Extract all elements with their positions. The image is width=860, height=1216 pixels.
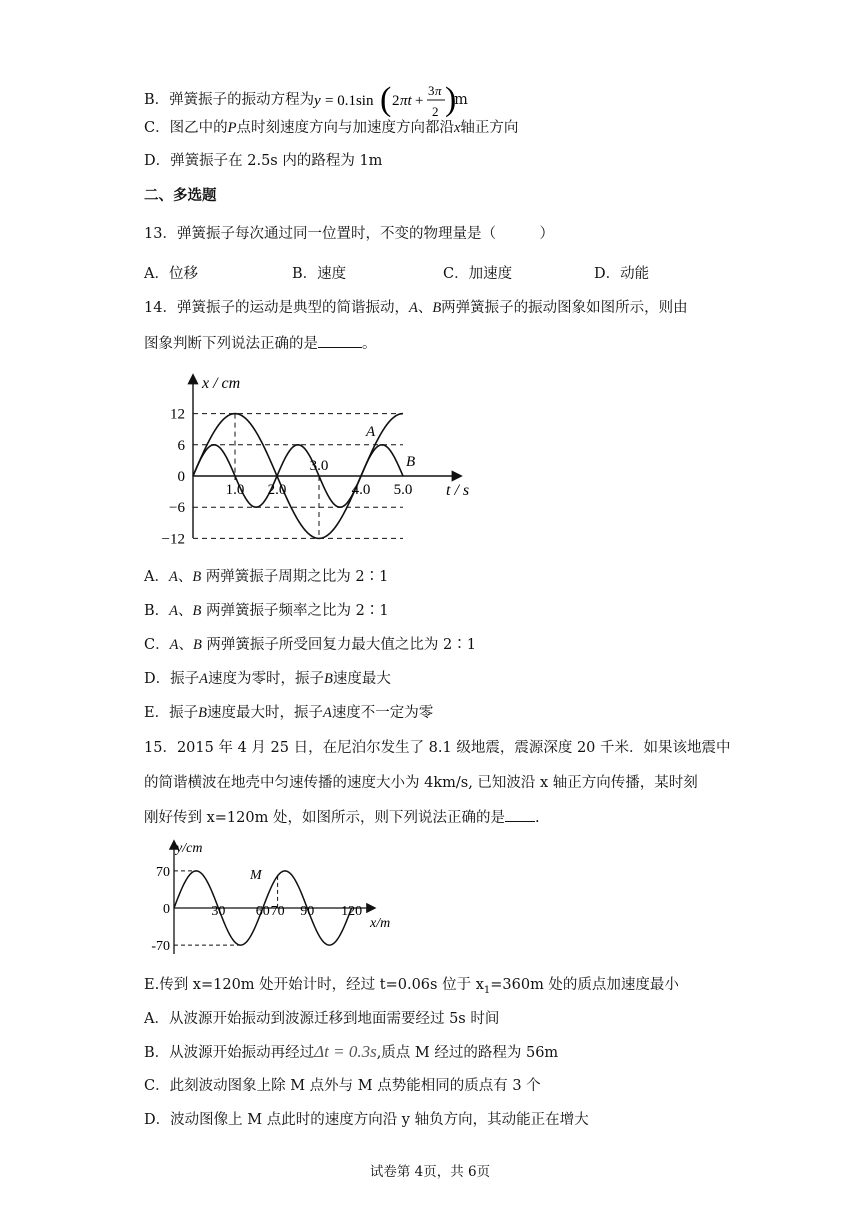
svg-text:+: + <box>415 93 424 109</box>
q14-answer-blank <box>318 332 362 348</box>
q12-option-c-axis: x <box>453 120 461 136</box>
q14-y-tick-label: −6 <box>169 500 185 517</box>
q14-x-tick-label: 4.0 <box>351 482 371 498</box>
q14-x-tick-label: 5.0 <box>393 482 413 498</box>
q15-option-e <box>144 975 679 1001</box>
q15-point-label-m: M <box>250 868 262 883</box>
q14-option-b-label-a: A <box>169 603 179 619</box>
q14-y-tick-label: 6 <box>177 437 185 454</box>
q14-option-e-part2: 速度最大时，振子 <box>206 705 323 721</box>
q12-option-b-text: B．弹簧振子的振动方程为 <box>144 92 315 108</box>
q13-option-c: C．加速度 <box>443 266 513 282</box>
q15-option-b <box>144 1042 558 1063</box>
q15-option-d: D．波动图像上 M 点此时的速度方向沿 y 轴负方向，其动能正在增大 <box>144 1112 589 1128</box>
q12-option-d: D．弹簧振子在 2.5s 内的路程为 1m <box>144 153 383 169</box>
svg-text:π: π <box>435 83 442 98</box>
q15-y-tick-label: 70 <box>156 864 170 880</box>
q14-x-axis-label: t / s <box>446 482 470 499</box>
q15-x-tick-label: 120 <box>341 904 363 919</box>
q14-option-b-prefix: B． <box>144 603 170 619</box>
q12-option-c-part3: 轴正方向 <box>460 120 519 136</box>
q14-option-a-label-b: B <box>192 569 202 585</box>
svg-text:= 0.1sin: = 0.1sin <box>325 93 374 109</box>
q15-stem-line3-end: . <box>534 810 540 826</box>
q14-option-a-prefix: A． <box>144 569 169 585</box>
q14-x-tick-label: 3.0 <box>309 458 329 474</box>
q14-stem-line2-text: 图象判断下列说法正确的是 <box>144 336 318 352</box>
q14-y-tick-label: −12 <box>161 531 185 548</box>
q14-option-e-part1: E．振子 <box>144 705 199 721</box>
section-title-multiple-choice: 二、多选题 <box>144 187 217 204</box>
q14-option-b-sep: 、 <box>178 603 193 619</box>
q14-stem-line2-end: 。 <box>362 336 377 352</box>
q12-option-c-part2: 点时刻速度方向与加速度方向都沿 <box>236 120 454 136</box>
q15-option-b-part1: B．从波源开始振动再经过 <box>144 1045 315 1061</box>
q12-option-b <box>144 78 468 122</box>
svg-text:(: ( <box>380 81 392 118</box>
q14-stem-label-a: A <box>408 300 418 316</box>
svg-text:πt: πt <box>400 93 412 109</box>
q15-x-axis-label: x/m <box>370 916 391 931</box>
q13-stem: 13．弹簧振子每次通过同一位置时，不变的物理量是（ ） <box>144 226 554 242</box>
q15-wave-graph <box>142 836 412 966</box>
q14-option-e-label-b: B <box>198 705 207 721</box>
q15-option-b-part2: ,质点 M 经过的路程为 56m <box>376 1045 559 1061</box>
q14-option-e-label-a: A <box>322 705 332 721</box>
q15-stem-line2: 的简谐横波在地壳中匀速传播的速度大小为 4km/s, 已知波沿 x 轴正方向传播，某时刻 <box>144 775 698 791</box>
q14-option-c-label-a: A <box>169 637 179 653</box>
q14-option-a <box>144 567 388 587</box>
q14-option-a-label-a: A <box>168 569 178 585</box>
q14-y-tick-label: 12 <box>170 406 185 423</box>
q14-option-e-part3: 速度不一定为零 <box>331 705 434 721</box>
q14-option-c-prefix: C． <box>144 637 170 653</box>
page-footer: 试卷第 4页，共 6页 <box>369 1164 491 1180</box>
svg-text:3: 3 <box>428 83 435 98</box>
q14-curve-label-b: B <box>406 454 416 470</box>
q13-option-b: B．速度 <box>292 266 347 282</box>
q14-y-tick-label: 0 <box>177 469 185 485</box>
q13-option-a: A．位移 <box>144 266 198 282</box>
q14-option-d-part2: 速度为零时，振子 <box>208 671 324 687</box>
q14-option-c-text: 两弹簧振子所受回复力最大值之比为 2∶1 <box>201 637 476 653</box>
q15-option-e-subscript: 1 <box>483 984 491 996</box>
q15-stem-line3 <box>144 806 540 828</box>
q14-option-b <box>144 601 389 621</box>
q14-option-d-label-b: B <box>324 671 333 687</box>
q14-option-c-label-b: B <box>192 637 202 653</box>
q14-x-tick-label: 1.0 <box>225 482 245 498</box>
q12-option-c-point: P <box>227 120 237 136</box>
q15-y-tick-label: -70 <box>151 939 170 955</box>
q12-option-c <box>144 118 518 138</box>
q15-x-tick-label: 90 <box>300 904 315 919</box>
q15-x-tick-label: 30 <box>211 904 226 919</box>
q14-x-tick-label: 2.0 <box>267 482 287 498</box>
q14-oscillation-graph <box>148 366 488 546</box>
q14-option-d-label-a: A <box>199 671 208 687</box>
q14-option-d-part3: 速度最大 <box>332 671 391 687</box>
q15-option-e-part2: =360m 处的质点加速度最小 <box>490 977 679 993</box>
q15-option-e-part1: E.传到 x=120m 处开始计时，经过 t=0.06s 位于 x <box>144 977 484 993</box>
q15-y-tick-label: 0 <box>163 902 170 917</box>
q14-option-b-label-b: B <box>192 603 202 619</box>
q12-option-b-unit: m <box>454 92 468 108</box>
q14-option-a-sep: 、 <box>177 569 193 585</box>
q12-option-b-formula <box>314 78 457 122</box>
q14-option-c-sep: 、 <box>178 637 193 653</box>
q14-option-a-text: 两弹簧振子周期之比为 2∶1 <box>201 569 389 585</box>
q14-option-d <box>144 669 391 689</box>
q14-stem-text-a: 14．弹簧振子的运动是典型的简谐振动， <box>144 300 409 316</box>
q14-option-c <box>144 635 476 655</box>
q14-option-d-part1: D．振子 <box>144 671 200 687</box>
q15-option-c: C．此刻波动图象上除 M 点外与 M 点势能相同的质点有 3 个 <box>144 1078 541 1094</box>
q14-y-axis-label: x / cm <box>202 375 241 392</box>
q14-stem-label-b: B <box>432 300 442 316</box>
q15-stem-line1: 15．2015 年 4 月 25 日，在尼泊尔发生了 8.1 级地震，震源深度 20 千米．如果该地震中 <box>144 740 731 756</box>
svg-text:2: 2 <box>392 93 400 109</box>
q15-x-tick-label: 70 <box>270 904 285 919</box>
q15-option-b-delta-t: Δt = 0.3s <box>314 1042 377 1061</box>
q14-curve-label-a: A <box>366 424 376 440</box>
q14-stem-text-b: 两弹簧振子的振动图象如图所示，则由 <box>441 300 688 316</box>
q15-option-a: A．从波源开始振动到波源迁移到地面需要经过 5s 时间 <box>144 1011 500 1027</box>
q15-stem-line3-text: 刚好传到 x=120m 处，如图所示，则下列说法正确的是 <box>144 810 505 826</box>
q14-option-b-text: 两弹簧振子频率之比为 2∶1 <box>201 603 389 619</box>
q14-stem-line1 <box>144 298 688 318</box>
q14-stem-line2 <box>144 332 377 354</box>
svg-text:): ) <box>445 81 457 118</box>
q13-option-d: D．动能 <box>594 266 650 282</box>
q15-y-axis-label: y/cm <box>176 841 203 856</box>
svg-text:2: 2 <box>432 104 439 119</box>
q12-option-c-part1: C．图乙中的 <box>144 120 228 136</box>
svg-text:y: y <box>314 93 321 109</box>
q14-stem-sep: 、 <box>417 300 433 316</box>
q15-answer-blank <box>505 806 535 822</box>
q14-option-e <box>144 703 433 723</box>
q15-x-tick-label: 60 <box>255 904 270 919</box>
